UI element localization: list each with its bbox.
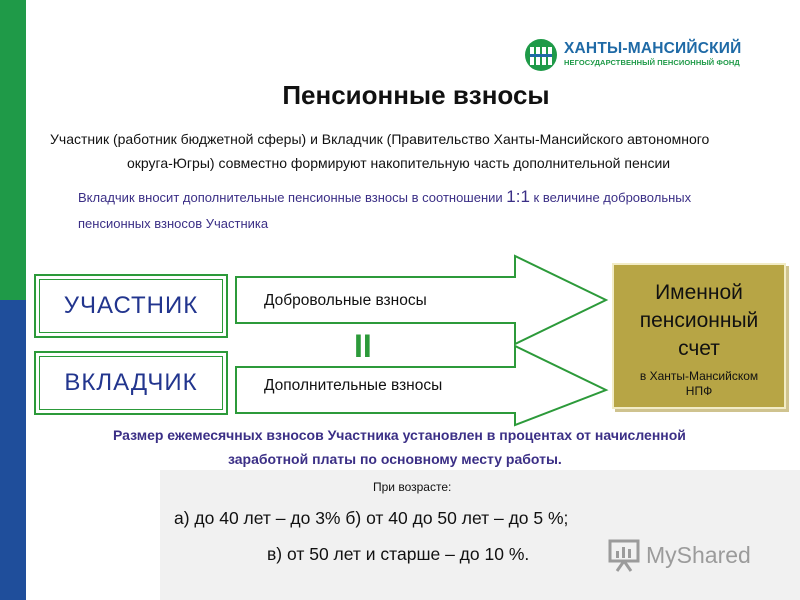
watermark: [608, 536, 768, 576]
contributor-box: [34, 351, 228, 415]
rate-line-1: а) до 40 лет – до 3% б) от 40 до 50 лет – до 5 %;: [174, 508, 569, 528]
equals-sign: II: [354, 328, 372, 364]
account-sub-line-2: НПФ: [685, 384, 713, 398]
intro-line-2: округа-Югры) совместно формируют накопительную часть дополнительной пенсии: [127, 155, 671, 171]
age-label: При возрасте:: [373, 480, 452, 494]
ratio-value: 1:1: [506, 187, 530, 206]
account-title-line-3: счет: [678, 337, 720, 360]
account-sub-line-1: в Ханты-Мансийском: [639, 369, 759, 383]
left-green-bar: [0, 0, 26, 300]
voluntary-label: Добровольные взносы: [264, 292, 427, 309]
rate-line-2: в) от 50 лет и старше – до 10 %.: [267, 544, 530, 564]
account-title-line-2: пенсионный: [639, 309, 759, 332]
slide-title: Пенсионные взносы: [282, 80, 550, 110]
left-blue-bar: [0, 300, 26, 600]
size-line-1: Размер ежемесячных взносов Участника установлен в процентах от начисленной: [113, 427, 686, 443]
bottom-shade: [160, 470, 800, 600]
fund-emblem-icon: [524, 38, 558, 72]
logo-title: ХАНТЫ-МАНСИЙСКИЙ: [564, 40, 742, 57]
logo-subtitle: НЕГОСУДАРСТВЕННЫЙ ПЕНСИОННЫЙ ФОНД: [564, 58, 740, 67]
fund-logo: [524, 38, 764, 72]
account-box: [612, 263, 786, 409]
participant-box: [34, 274, 228, 338]
participant-label: УЧАСТНИК: [63, 292, 199, 319]
ratio-line-1: [78, 187, 691, 207]
ratio-text-a: Вкладчик вносит дополнительные пенсионные взносы в соотношении: [78, 190, 507, 205]
intro-line-1: Участник (работник бюджетной сферы) и Вкладчик (Правительство Ханты-Мансийского автономного: [50, 131, 710, 147]
ratio-line-2: пенсионных взносов Участника: [78, 216, 269, 231]
contribution-arrows: [230, 250, 620, 430]
size-line-2: заработной платы по основному месту работы.: [228, 451, 562, 467]
account-title: [614, 279, 784, 363]
ratio-text-b: к величине добровольных: [529, 190, 692, 205]
account-subtitle: [614, 369, 784, 399]
additional-label: Дополнительные взносы: [264, 377, 443, 394]
contributor-label: ВКЛАДЧИК: [64, 369, 198, 396]
presentation-board-icon: [608, 538, 640, 572]
watermark-text: MyShared: [646, 542, 751, 568]
account-title-line-1: Именной: [655, 281, 743, 304]
